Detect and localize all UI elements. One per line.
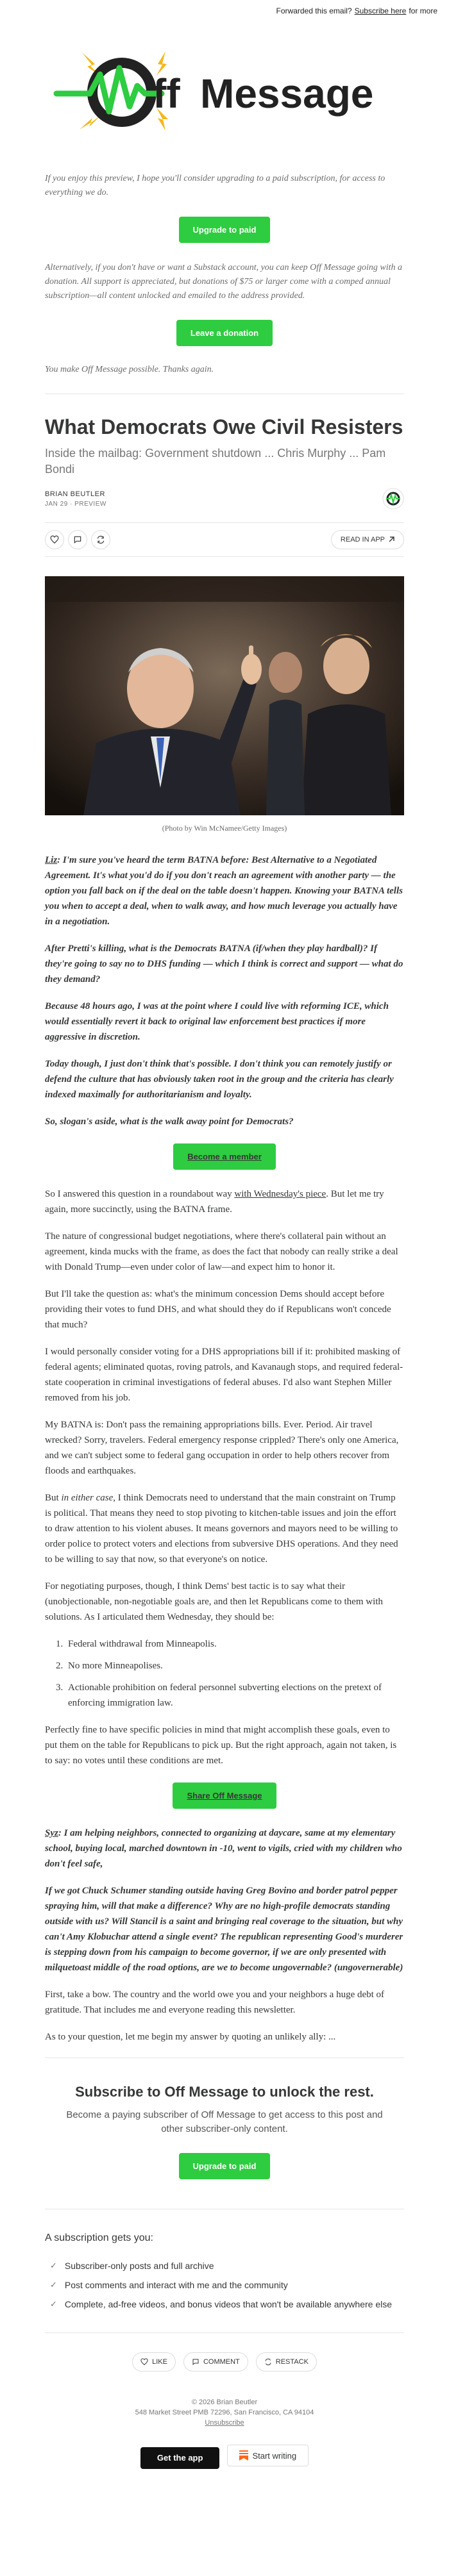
comment-button[interactable]	[183, 2352, 248, 2372]
paywall-title: Subscribe to Off Message to unlock the rest.	[75, 2084, 374, 2100]
answer-text: So I answered this question in a roundabout way	[45, 1189, 235, 1199]
perks-section	[45, 2209, 404, 2311]
post-date: JAN 29 · PREVIEW	[45, 500, 106, 508]
question-liz	[45, 852, 404, 929]
author-name[interactable]: BRIAN BEUTLER	[45, 490, 105, 498]
promo-intro: If you enjoy this preview, I hope you'll consider upgrading to a paid subscription, for access to everything we do.	[45, 174, 385, 197]
paywall	[45, 2057, 404, 2179]
answer-paragraph: But I'll take the question as: what's the minimum concession Dems should accept before providing their votes to fund DHS, and what should they do if Republicans won't concede that much?	[45, 1289, 391, 1330]
restack-icon[interactable]	[91, 530, 110, 549]
start-writing-label: Start writing	[252, 2450, 297, 2461]
question-paragraph: Because 48 hours ago, I was at the point where I could live with reforming ICE, which would essentially revert it back to original law enforcement best practices if more aggressive in discretion.	[45, 1001, 389, 1042]
question-paragraph: So, slogan's aside, what is the walk away point for Democrats?	[45, 1117, 294, 1127]
perk-item	[50, 2259, 404, 2272]
forward-prefix: Forwarded this email?	[276, 6, 352, 15]
footer	[45, 2397, 404, 2469]
press-photo[interactable]	[45, 576, 404, 815]
post-title[interactable]: What Democrats Owe Civil Resisters	[45, 415, 403, 438]
emphasis-text: in either case	[61, 1493, 114, 1503]
logo-message: Message	[200, 71, 374, 117]
question-syz-text: : I am helping neighbors, connected to organizing at daycare, same at my elementary school, buying local, marched downtown in -10, went to vigils, cried with my children who don't feel safe,	[45, 1828, 402, 1869]
read-in-app-label: READ IN APP	[340, 536, 385, 544]
list-item: 3. Actionable prohibition on federal personnel subverting elections on the pretext of enforcing immigration law.	[65, 1680, 404, 1711]
answer-paragraph	[45, 1490, 404, 1567]
logo-graphic	[0, 22, 449, 150]
question-paragraph: If we got Chuck Schumer standing outside having Greg Bovino and border patrol pepper spraying him, will that make a difference? Why are no high-profile democrats standing outside with us? Will Stancil is a saint and bringing real coverage to the situation, but why can't Amy Klobuchar attend a single event? The republican representing Good's murderer is stepping down from his campaign to become governor, if we are only presented with milquetoast middle of the road options, are we to become ungovernable? (ungovernerable)	[45, 1886, 403, 1973]
perk-item	[50, 2298, 404, 2311]
restack-icon	[264, 2358, 272, 2366]
share-button[interactable]: Share Off Message	[173, 1782, 276, 1809]
post-subtitle: Inside the mailbag: Government shutdown ... Chris Murphy ... Pam Bondi	[45, 447, 386, 476]
photo-block	[45, 576, 404, 833]
answer-paragraph: My BATNA is: Don't pass the remaining appropriations bills. Ever. Period. Air travel wrecked? Sorry, travelers. Federal emergency response crippled? There's only one America, and we can't subject some to federal gang occupation in order to help others recover from floods and earthquakes.	[45, 1420, 399, 1476]
publication-logo[interactable]	[0, 22, 449, 150]
answer-text: , I think Democrats need to understand that the main constraint on Trump is political. That means they need to stop pivoting to kitchen-table issues and join the effort to draw attention to his violent abuses. It means governors and mayors need to be willing to order police to protect voters and elections from subversive DHS operations. And they need to be willing to say that now, so that everyone's on notice.	[45, 1493, 398, 1565]
check-icon: ✓	[50, 2299, 57, 2309]
donate-button[interactable]: Leave a donation	[176, 320, 273, 346]
check-icon: ✓	[50, 2261, 57, 2270]
comment-icon[interactable]	[68, 530, 87, 549]
answer-paragraph: As to your question, let me begin my answer by quoting an unlikely ally: ...	[45, 2032, 336, 2042]
donation-text: Alternatively, if you don't have or want a Substack account, you can keep Off Message going with a donation. All support is appreciated, but donations of $75 or larger come with a comped annual subscription—all content unlocked and emailed to the address provided.	[45, 263, 403, 301]
question-syz	[45, 1825, 404, 1872]
question-paragraph: After Pretti's killing, what is the Democrats BATNA (if/when they play hardball)? If they're going to say no to DHS funding — which I think is correct and support — what do they demand?	[45, 943, 403, 985]
wednesday-piece-link[interactable]: with Wednesday's piece	[234, 1189, 326, 1199]
list-item: 2. No more Minneapolises.	[65, 1658, 404, 1674]
like-label: LIKE	[152, 2358, 167, 2366]
comment-icon	[192, 2358, 199, 2366]
substack-icon	[239, 2450, 248, 2461]
demands-list	[65, 1636, 404, 1711]
bottom-actions	[45, 2332, 404, 2372]
question-paragraph: Today though, I just don't think that's possible. I don't think you can remotely justify or defend the culture that has obviously taken root in the group and the criteria has clearly indexed maximally for authoritarianism and loyalty.	[45, 1059, 394, 1100]
perk-label: Complete, ad-free videos, and bonus videos that won't be available anywhere else	[64, 2299, 393, 2309]
like-icon[interactable]	[45, 530, 64, 549]
author-avatar[interactable]	[382, 488, 404, 510]
logo-ff: ff	[153, 71, 180, 117]
like-button[interactable]	[132, 2352, 176, 2372]
perks-title: A subscription gets you:	[45, 2232, 153, 2243]
answer-paragraph: For negotiating purposes, though, I think Dems' best tactic is to say what their (unobjectionable, non-negotiable goals are, and then let Republicans come to them with solutions. As I articulated them Wednesday, they should be:	[45, 1581, 383, 1622]
paywall-upgrade-button[interactable]: Upgrade to paid	[179, 2153, 271, 2179]
answer-paragraph	[45, 1186, 404, 1217]
restack-label: RESTACK	[275, 2358, 309, 2366]
forward-bar	[0, 0, 449, 22]
upgrade-button[interactable]: Upgrade to paid	[179, 217, 271, 243]
list-item: 1. Federal withdrawal from Minneapolis.	[65, 1636, 404, 1652]
answer-paragraph: Perfectly fine to have specific policies in mind that might accomplish these goals, even to put them on the table for Republicans to pick up. But the right approach, again not taken, is to say: no votes until these conditions are met.	[45, 1725, 397, 1766]
question-label-liz: Liz	[45, 855, 58, 865]
get-app-button[interactable]: Get the app	[140, 2447, 220, 2469]
perk-label: Subscriber-only posts and full archive	[64, 2261, 214, 2271]
answer-text: But	[45, 1493, 62, 1503]
unsubscribe-link[interactable]: Unsubscribe	[205, 2419, 244, 2427]
question-label-syz: Syz	[45, 1828, 58, 1838]
footer-address: 548 Market Street PMB 72296, San Francisco, CA 94104	[135, 2409, 314, 2416]
post-header	[45, 415, 404, 557]
read-in-app-button[interactable]	[331, 530, 404, 549]
question-liz-text: : I'm sure you've heard the term BATNA before: Best Alternative to a Negotiated Agreement. It's what you'd do if you don't reach an agreement with another party — the option you fall back on if the deal on the table doesn't happen. Knowing your BATNA tells you when to accept a deal, when to walk away, and how much leverage you actually have in a negotiation.	[45, 855, 403, 927]
answer-paragraph: The nature of congressional budget negotiations, where there's collateral pain without an agreement, kinda mucks with the frame, as does the fact that nobody can really strike a deal with Donald Trump—even under color of law—and expect him to honor it.	[45, 1231, 398, 1272]
forward-suffix: for more	[409, 6, 437, 15]
comment-label: COMMENT	[203, 2358, 240, 2366]
perk-item	[50, 2279, 404, 2291]
promo-section	[45, 172, 404, 377]
perk-label: Post comments and interact with me and the community	[64, 2280, 288, 2290]
footer-copyright: © 2026 Brian Beutler	[191, 2398, 258, 2406]
start-writing-button[interactable]	[227, 2445, 309, 2466]
restack-button[interactable]	[256, 2352, 317, 2372]
subscribe-link[interactable]: Subscribe here	[354, 6, 407, 15]
check-icon: ✓	[50, 2280, 57, 2289]
become-member-button[interactable]: Become a member	[173, 1143, 276, 1170]
answer-paragraph: First, take a bow. The country and the world owe you and your neighbors a huge debt of gratitude. That includes me and everyone reading this newsletter.	[45, 1990, 385, 2015]
photo-caption: (Photo by Win McNamee/Getty Images)	[162, 824, 287, 833]
answer-paragraph: I would personally consider voting for a DHS appropriations bill if it: prohibited masking of federal agents; eliminated quotas, roving patrols, and Kavanaugh stops, and required federal-state cooperation in criminal investigations of federal abuses. I'd also want Stephen Miller removed from his job.	[45, 1347, 403, 1403]
thanks-text: You make Off Message possible. Thanks again.	[45, 365, 214, 374]
paywall-subtitle: Become a paying subscriber of Off Message to get access to this post and other subscriber-only content.	[66, 2109, 383, 2134]
heart-icon	[140, 2358, 148, 2366]
post-body	[45, 852, 404, 2045]
answer-text: . But let me try again, more succinctly, using the BATNA frame.	[45, 1189, 384, 1215]
external-link-icon	[388, 536, 394, 543]
